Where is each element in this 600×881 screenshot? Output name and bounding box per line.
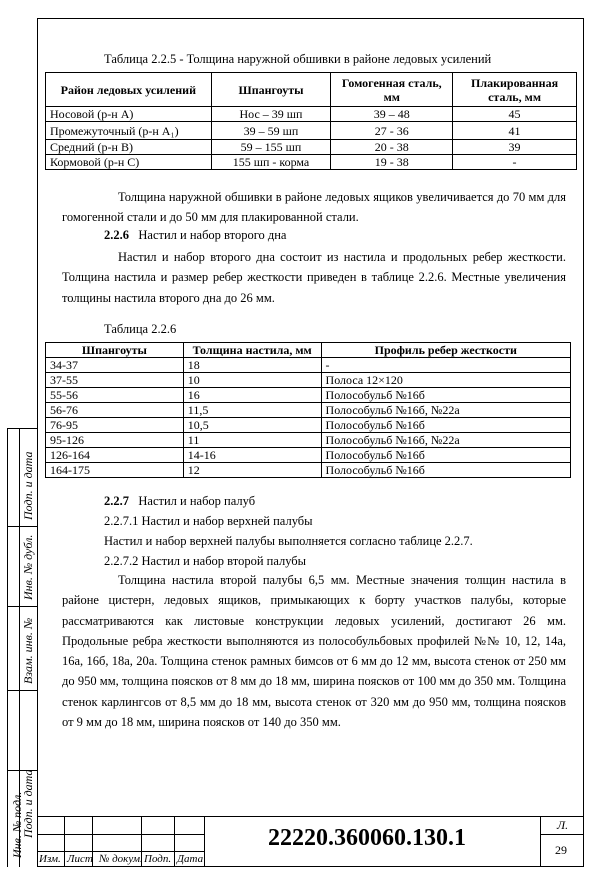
table1-cell: 41 (453, 122, 577, 140)
table1-cell: 19 - 38 (331, 155, 453, 170)
tb-izm-label: Изм. (39, 853, 61, 865)
tb-list-label: Лист (67, 853, 93, 865)
table1-cell: Нос – 39 шп (211, 107, 331, 122)
table1-cell: 45 (453, 107, 577, 122)
table-row (46, 107, 577, 122)
table2-cell: 10,5 (183, 418, 321, 433)
table-row (46, 463, 571, 478)
table-caption-2-2-6: Таблица 2.2.6 (104, 322, 177, 336)
table-row (46, 155, 577, 170)
table-row (46, 403, 571, 418)
section-heading-2-2-6 (104, 228, 286, 243)
table1-cell: 155 шп - корма (211, 155, 331, 170)
paragraph-text: Настил и набор второго дна состоит из настила и продольных ребер жесткости. Толщина настила и размер ребер жесткости приведен в таблице 2.2.6. Местные увеличения толщины настила второго дна до 26 мм. (62, 250, 566, 305)
table2-cell: 16 (183, 388, 321, 403)
table1-cell: 39 (453, 140, 577, 155)
paragraph-upper-deck: Настил и набор верхней палубы выполняется согласно таблице 2.2.7. (104, 534, 473, 548)
table-row (46, 358, 571, 373)
section-number: 2.2.6 (104, 228, 129, 242)
table2-cell: 34-37 (46, 358, 184, 373)
table1-cell: Средний (р-н В) (46, 140, 212, 155)
side-label-sign-date-2: Подп. и дата (21, 769, 35, 838)
binding-strip (7, 428, 37, 867)
table2-cell: Полоса 12×120 (321, 373, 570, 388)
table2-header: Шпангоуты (46, 343, 184, 358)
paragraph-text: Толщина настила второй палубы 6,5 мм. Местные значения толщин настила в районе цистерн, ледовых ящиков, примыкающих к борту участков палубы, которые рассматриваются как листовые конструкции ледовых усилений, достигают 26 мм. Продольные ребра жесткости выполняются из полособульбовых профилей №№ 10, 12, 14а, 16а, 16б, 18а, 20а. Толщина стенок рамных бимсов от 6 мм до 12 мм, высота стенок от 250 мм до 950 мм, толщина поясков от 8 мм до 18 мм, ширина поясков от 100 мм до 350 мм. Толщина стенок карлингсов от 8,5 мм до 18 мм, высота стенок от 320 мм до 950 мм, толщина поясков от 9 мм до 18 мм, ширина поясков от 140 до 350 мм. (62, 573, 566, 730)
side-label-orig-inv: Инв. № подл. (10, 791, 24, 858)
table1-cell: 59 – 155 шп (211, 140, 331, 155)
subsection-heading-2-2-7-1: 2.2.7.1 Настил и набор верхней палубы (104, 514, 313, 528)
table2-cell: Полособульб №16б, №22а (321, 433, 570, 448)
table1-cell: - (453, 155, 577, 170)
table2-cell: 56-76 (46, 403, 184, 418)
table2-cell: 164-175 (46, 463, 184, 478)
side-label-dup-inv: Инв. № дубл. (21, 534, 35, 600)
table2-cell: Полособульб №16б (321, 388, 570, 403)
table2-cell: Полособульб №16б (321, 463, 570, 478)
table2-header: Профиль ребер жесткости (321, 343, 570, 358)
section-number: 2.2.7 (104, 494, 129, 508)
table-row (46, 140, 577, 155)
side-label-replace-inv: Взам. инв. № (21, 617, 35, 684)
table2-cell: 11,5 (183, 403, 321, 418)
tb-sign-label: Подп. (144, 853, 172, 865)
table2-cell: 10 (183, 373, 321, 388)
table-row (46, 388, 571, 403)
paragraph-second-deck (62, 570, 566, 732)
table1-cell: 27 - 36 (331, 122, 453, 140)
table1-header: Гомогенная сталь, мм (331, 73, 453, 107)
section-title: Настил и набор палуб (138, 494, 256, 508)
table-double-bottom (45, 342, 571, 478)
section-heading-2-2-7 (104, 494, 255, 509)
table2-cell: 14-16 (183, 448, 321, 463)
table1-cell: Носовой (р-н А) (46, 107, 212, 122)
table2-cell: Полособульб №16б (321, 418, 570, 433)
table2-cell: 12 (183, 463, 321, 478)
document-number: 22220.360060.130.1 (268, 825, 466, 851)
table2-cell: Полособульб №16б (321, 448, 570, 463)
subsection-heading-2-2-7-2: 2.2.7.2 Настил и набор второй палубы (104, 554, 307, 568)
table2-cell: 37-55 (46, 373, 184, 388)
paragraph-ice-boxes (62, 187, 566, 228)
table2-cell: 55-56 (46, 388, 184, 403)
tb-date-label: Дата (177, 853, 204, 865)
table-ice-strengthening (45, 72, 577, 170)
table2-cell: - (321, 358, 570, 373)
table-row (46, 418, 571, 433)
table1-cell: Кормовой (р-н С) (46, 155, 212, 170)
table2-header: Толщина настила, мм (183, 343, 321, 358)
table2-cell: 76-95 (46, 418, 184, 433)
table-row (46, 433, 571, 448)
table2-cell: 18 (183, 358, 321, 373)
table1-header: Район ледовых усилений (46, 73, 212, 107)
tb-docnum-label: № докум. (99, 853, 143, 865)
table1-cell: 39 – 48 (331, 107, 453, 122)
section-title: Настил и набор второго дна (138, 228, 287, 242)
table-row (46, 373, 571, 388)
table1-cell: 39 – 59 шп (211, 122, 331, 140)
table2-cell: 95-126 (46, 433, 184, 448)
table1-cell: Промежуточный (р-н А₁) (46, 122, 212, 140)
table2-cell: Полособульб №16б, №22а (321, 403, 570, 418)
table1-cell: 20 - 38 (331, 140, 453, 155)
side-label-sign-date-1: Подп. и дата (21, 451, 35, 520)
sheet-number: 29 (555, 843, 567, 857)
table-caption-2-2-5: Таблица 2.2.5 - Толщина наружной обшивки в районе ледовых усилений (104, 52, 492, 66)
table1-header: Шпангоуты (211, 73, 331, 107)
table-row (46, 122, 577, 140)
paragraph-text: Толщина наружной обшивки в районе ледовых ящиков увеличивается до 70 мм для гомогенной стали и до 50 мм для плакированной стали. (62, 190, 566, 225)
table2-cell: 11 (183, 433, 321, 448)
sheet-label: Л. (557, 818, 569, 832)
paragraph-double-bottom (62, 247, 566, 308)
table1-header: Плакированная сталь, мм (453, 73, 577, 107)
table-row (46, 448, 571, 463)
table2-cell: 126-164 (46, 448, 184, 463)
